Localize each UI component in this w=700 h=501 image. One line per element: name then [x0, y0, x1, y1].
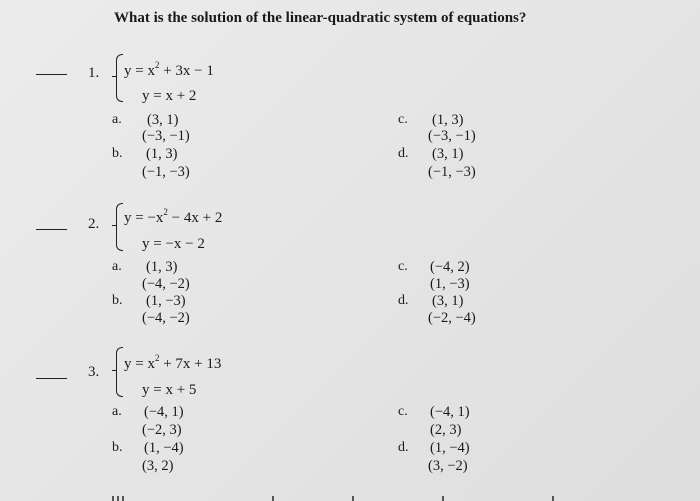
equation-linear: y = x + 2: [142, 88, 197, 104]
equation-linear: y = x + 5: [142, 382, 197, 398]
choice-c-label[interactable]: c.: [398, 404, 408, 419]
choice-a-label[interactable]: a.: [112, 404, 122, 419]
equation-linear: y = −x − 2: [142, 236, 205, 252]
cut-off-next-line: [112, 496, 592, 501]
choice-d-point-2: (−1, −3): [428, 164, 476, 180]
choice-d-point-2: (−2, −4): [428, 310, 476, 326]
choice-d-point-1: (1, −4): [430, 440, 470, 456]
brace-tip: [112, 76, 117, 77]
choice-c-label[interactable]: c.: [398, 259, 408, 274]
choice-d-point-2: (3, −2): [428, 458, 468, 474]
equation-quadratic: $y = -x^2 - 4x + 2$: [124, 207, 223, 226]
problem-number: 2.: [88, 216, 100, 232]
choice-a-point-1: (−4, 1): [144, 404, 184, 420]
brace-tip: [112, 225, 117, 226]
choice-d-point-1: (3, 1): [432, 146, 464, 162]
answer-blank-1[interactable]: [36, 74, 67, 75]
choice-d-label[interactable]: d.: [398, 146, 409, 161]
choice-c-point-2: (2, 3): [430, 422, 462, 438]
choice-b-label[interactable]: b.: [112, 440, 123, 455]
answer-blank-2[interactable]: [36, 229, 67, 230]
choice-a-point-2: (−4, −2): [142, 276, 190, 292]
choice-b-point-1: (1, 3): [146, 146, 178, 162]
choice-b-point-1: (1, −4): [144, 440, 184, 456]
choice-c-label[interactable]: c.: [398, 112, 408, 127]
choice-b-label[interactable]: b.: [112, 146, 123, 161]
choice-a-label[interactable]: a.: [112, 259, 122, 274]
system-brace: [116, 347, 123, 397]
brace-tip: [112, 370, 117, 371]
choice-b-point-2: (3, 2): [142, 458, 174, 474]
choice-c-point-2: (1, −3): [430, 276, 470, 292]
system-brace: [116, 203, 123, 251]
choice-b-point-2: (−4, −2): [142, 310, 190, 326]
choice-a-point-1: (1, 3): [146, 259, 178, 275]
choice-c-point-1: (1, 3): [432, 112, 464, 128]
choice-b-point-2: (−1, −3): [142, 164, 190, 180]
choice-c-point-1: (−4, 1): [430, 404, 470, 420]
choice-d-label[interactable]: d.: [398, 293, 409, 308]
answer-blank-3[interactable]: [36, 378, 67, 379]
choice-d-label[interactable]: d.: [398, 440, 409, 455]
choice-a-point-2: (−3, −1): [142, 128, 190, 144]
equation-quadratic: $y = x^2 + 3x - 1$: [124, 60, 214, 79]
system-brace: [116, 54, 123, 102]
choice-a-point-1: (3, 1): [147, 112, 179, 128]
problem-number: 1.: [88, 65, 100, 81]
choice-c-point-2: (−3, −1): [428, 128, 476, 144]
equation-quadratic: $y = x^2 + 7x + 13$: [124, 353, 222, 372]
question-title: What is the solution of the linear-quadratic system of equations?: [114, 10, 527, 26]
choice-d-point-1: (3, 1): [432, 293, 464, 309]
choice-a-label[interactable]: a.: [112, 112, 122, 127]
choice-c-point-1: (−4, 2): [430, 259, 470, 275]
choice-b-point-1: (1, −3): [146, 293, 186, 309]
choice-b-label[interactable]: b.: [112, 293, 123, 308]
choice-a-point-2: (−2, 3): [142, 422, 182, 438]
problem-number: 3.: [88, 364, 100, 380]
